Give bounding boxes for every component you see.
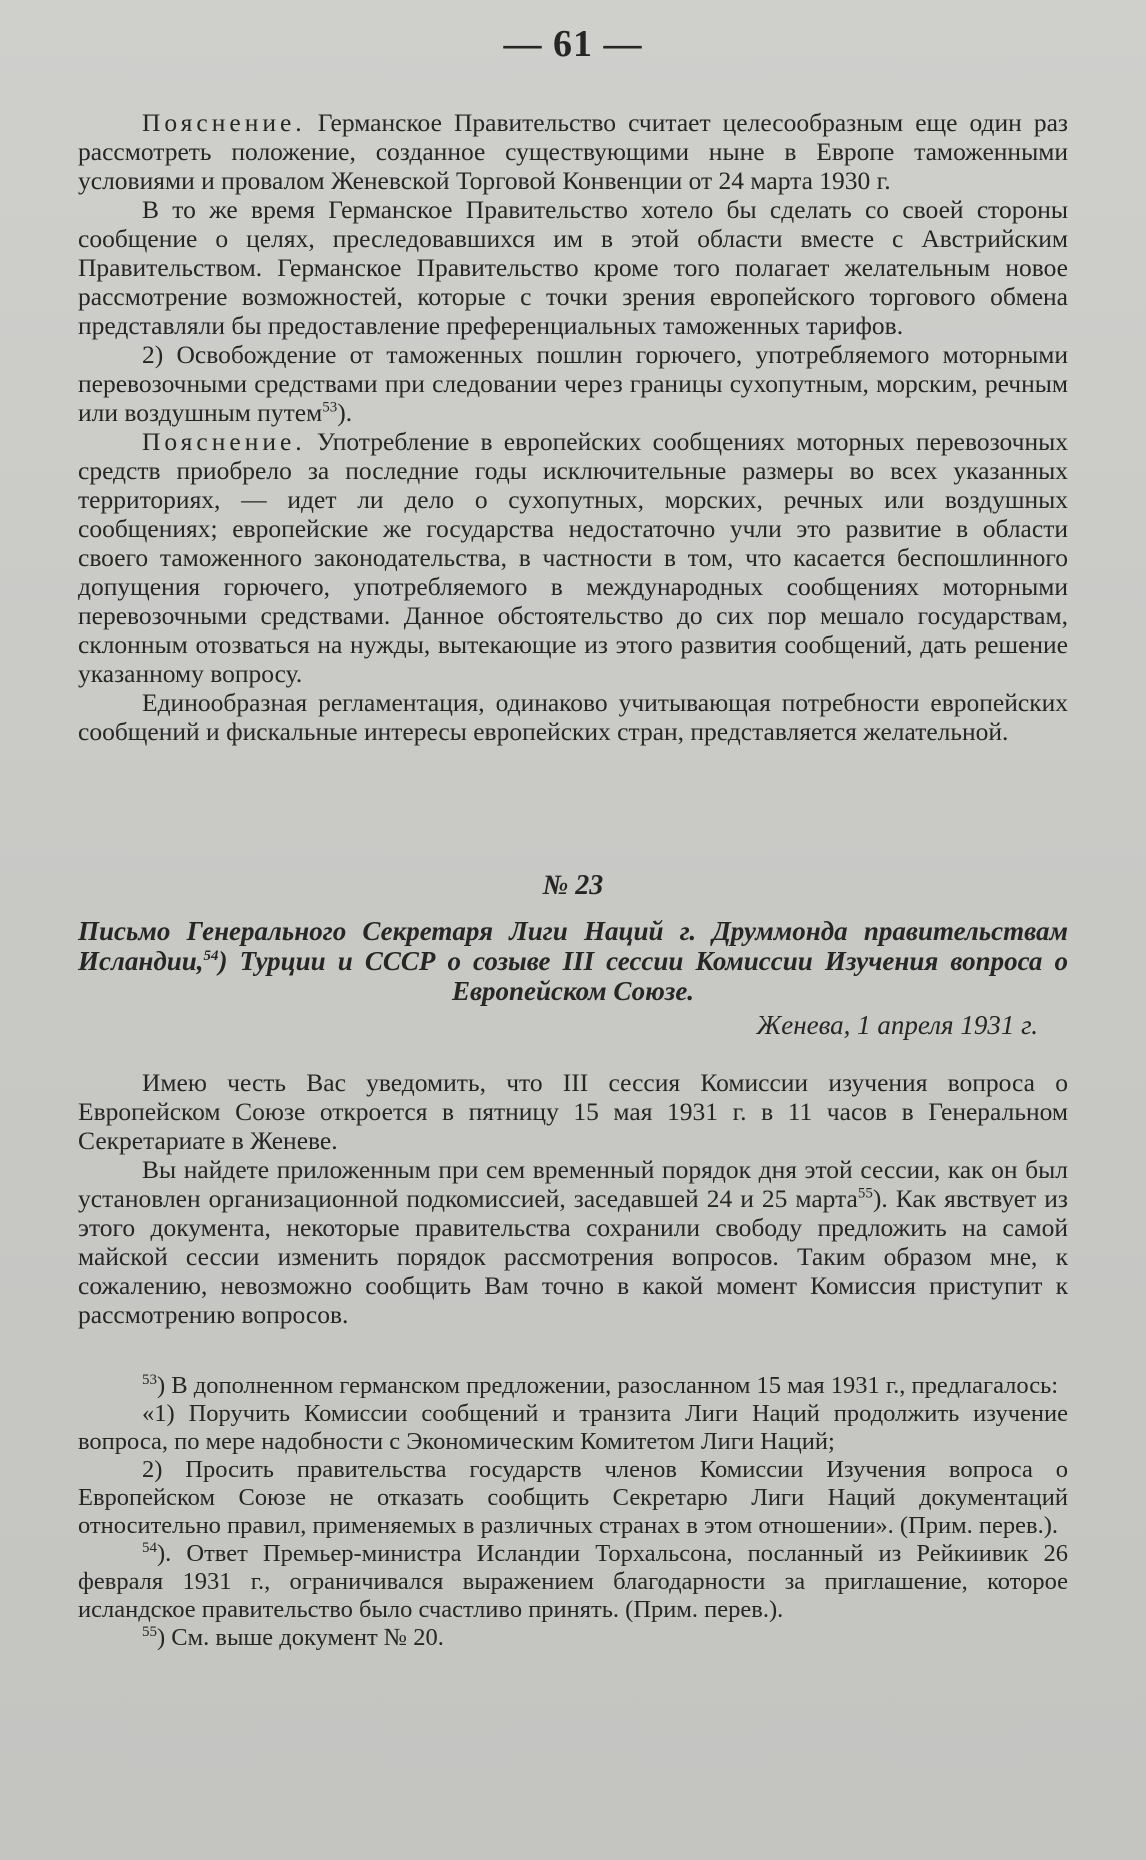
document-title: Письмо Генерального Секретаря Лиги Наций г. Друммонда правительствам Исландии,$^{54}$) Турции и СССР о созыве III сессии Комиссии Изучения вопроса о Европейском Союзе.: [78, 916, 1068, 1006]
page-number: — 61 —: [503, 23, 643, 65]
footnote: «1) Поручить Комиссии сообщений и транзита Лиги Наций продолжить изучение вопроса, по мере надобности с Экономическим Комитетом Лиги Наций;: [78, 1400, 1068, 1455]
footnote-ref: 55: [857, 1185, 873, 1202]
place-date: Женева, 1 апреля 1931 г.: [756, 1010, 1038, 1040]
footnote-ref: 54: [203, 948, 219, 964]
document-number: № 23: [542, 870, 604, 901]
footnote: 2) Просить правительства государств членов Комиссии Изучения вопроса о Европейском Союзе не отказать сообщить Секретарю Лиги Наций документаций относительно правил, применяемых в различных странах в этом отношении». (Прим. перев.).: [78, 1456, 1068, 1539]
paragraph: В то же время Германское Правительство хотело бы сделать со своей стороны сообщение о целях, преследовавшихся им в этой области вместе с Австрийским Правительством. Германское Правительство кроме того полагает желательным новое рассмотрение возможностей, которые с точки зрения европейского торгового обмена представляли бы предоставление преференциальных таможенных тарифов.: [78, 195, 1068, 340]
paragraph: 2) Освобождение от таможенных пошлин горючего, употребляемого моторными перевозочными средствами при следовании через границы сухопутным, морским, речным или воздушным путем$^{53}$).: [78, 340, 1068, 427]
body-top: [78, 108, 1068, 746]
paragraph: Пояснение. Германское Правительство считает целесообразным еще один раз рассмотреть положение, созданное существующими ныне в Европе таможенными условиями и провалом Женевской Торговой Конвенции от 24 марта 1930 г.: [78, 108, 1068, 195]
explanation-lead: Пояснение.: [142, 427, 306, 456]
paragraph: Вы найдете приложенным при сем временный порядок дня этой сессии, как он был установлен организационной подкомиссией, заседавшей 24 и 25 марта$^{55}$). Как явствует из этого документа, некоторые правительства сохранили свободу предложить на самой майской сессии изменить порядок рассмотрения вопросов. Таким образом мне, к сожалению, невозможно сообщить Вам точно в какой момент Комиссия приступит к рассмотрению вопросов.: [78, 1155, 1069, 1329]
explanation-lead: Пояснение.: [142, 108, 306, 137]
paragraph: Единообразная регламентация, одинаково учитывающая потребности европейских сообщений и фискальные интересы европейских стран, представляется желательной.: [78, 688, 1068, 746]
paragraph: Имею честь Вас уведомить, что III сессия Комиссии изучения вопроса о Европейском Союзе откроется в пятницу 15 мая 1931 г. в 11 часов в Генеральном Секретариате в Женеве.: [78, 1068, 1068, 1155]
letter-body: [78, 1068, 1068, 1329]
footnote: $^{54}$). Ответ Премьер-министра Исландии Торхальсона, посланный из Рейкиивик 26 февраля 1931 г., ограничивался выражением благодарности за приглашение, которое исландское правительство было счастливо принять. (Прим. перев.).: [78, 1539, 1068, 1623]
footnotes: [78, 1372, 1068, 1652]
footnote: $^{53}$) В дополненном германском предложении, разосланном 15 мая 1931 г., предлагалось:: [142, 1371, 1059, 1399]
paragraph: Пояснение. Употребление в европейских сообщениях моторных перевозочных средств приобрело за последние годы исключительные размеры во всех указанных территориях, — идет ли дело о сухопутных, морских, речных или воздушных сообщениях; европейские же государства недостаточно учли это развитие в области своего таможенного законодательства, в частности в том, что касается беспошлинного допущения горючего, употребляемого в международных сообщениях моторными перевозочными средствами. Данное обстоятельство до сих пор мешало государствам, склонным отозваться на нужды, вытекающие из этого развития сообщений, дать решение указанному вопросу.: [78, 427, 1068, 688]
footnote: $^{55}$) См. выше документ № 20.: [142, 1623, 444, 1651]
footnote-ref: 53: [322, 399, 338, 416]
